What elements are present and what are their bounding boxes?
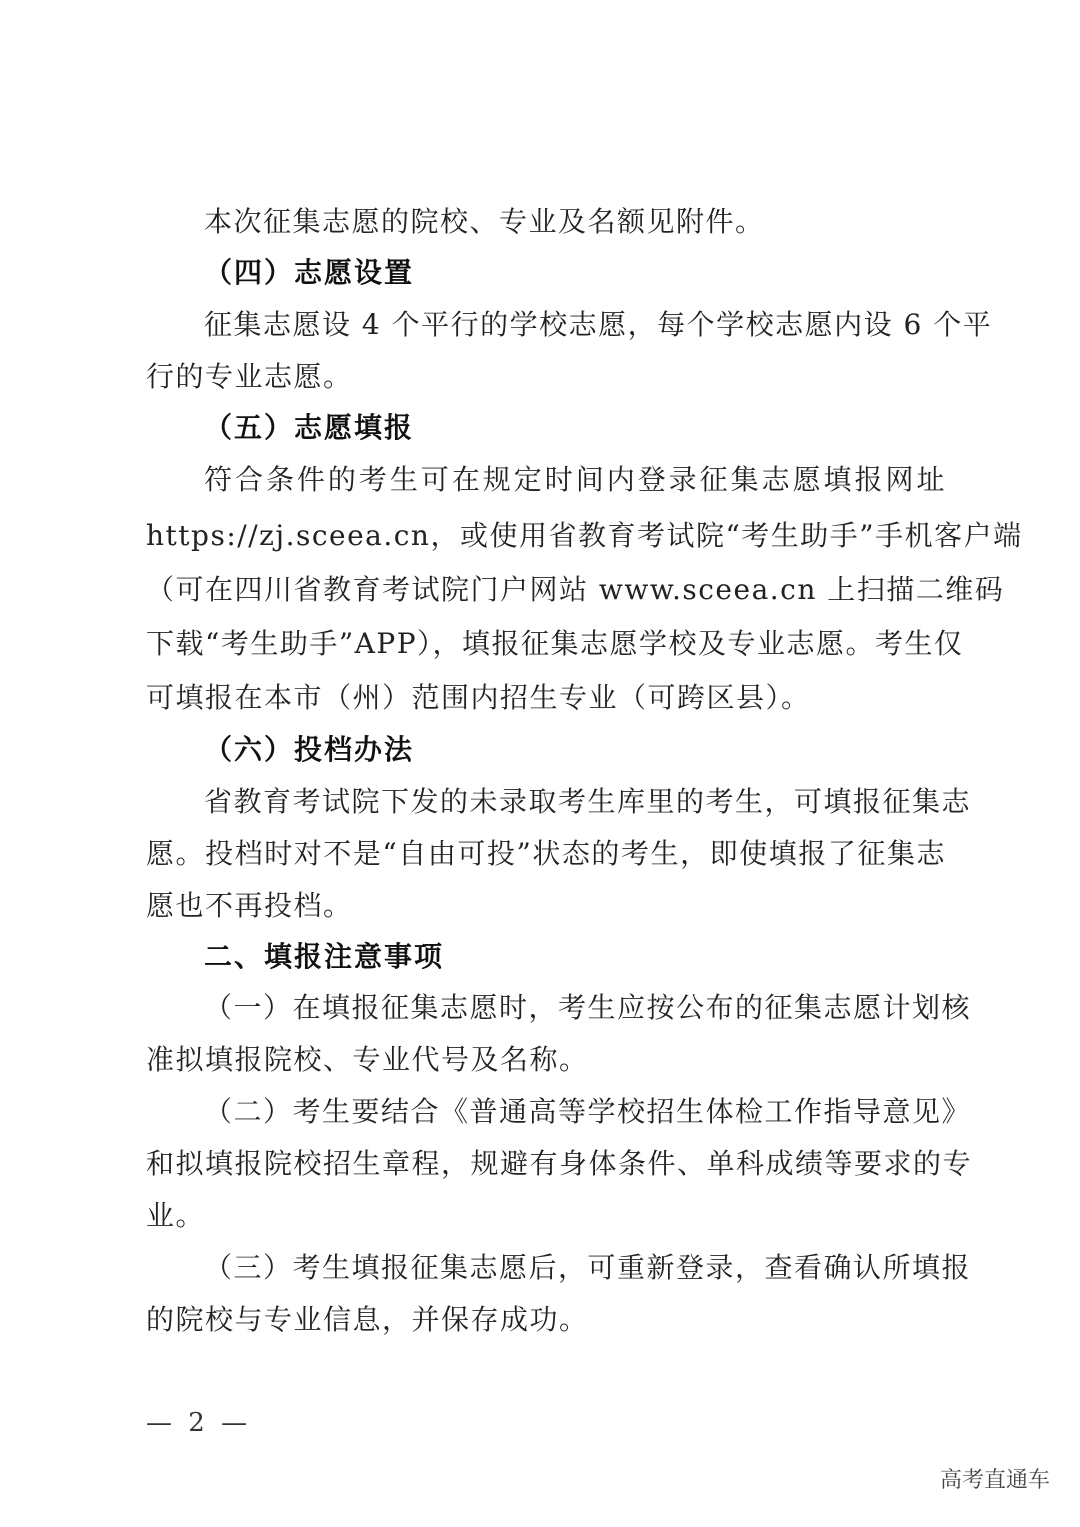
paragraph-line: 和拟填报院校招生章程，规避有身体条件、单科成绩等要求的专 [146,1147,973,1180]
paragraph-line: 愿。投档时对不是“自由可投”状态的考生，即使填报了征集志 [146,837,946,870]
paragraph-line: （一）在填报征集志愿时，考生应按公布的征集志愿计划核 [204,991,972,1024]
section-heading: （四）志愿设置 [204,256,415,289]
section-heading: 二、填报注意事项 [204,940,445,973]
paragraph-line: 本次征集志愿的院校、专业及名额见附件。 [204,205,765,238]
section-heading: （六）投档办法 [204,733,415,766]
page-number: — 2 — [146,1408,252,1438]
watermark-label: 高考直通车 [939,1468,1050,1493]
paragraph-line: 准拟填报院校、专业代号及名称。 [146,1043,589,1076]
paragraph-line: 省教育考试院下发的未录取考生库里的考生，可填报征集志 [204,785,972,818]
paragraph-line: 行的专业志愿。 [146,360,353,393]
paragraph-line: （三）考生填报征集志愿后，可重新登录，查看确认所填报 [204,1251,972,1284]
paragraph-line: 的院校与专业信息，并保存成功。 [146,1303,589,1336]
section-heading: （五）志愿填报 [204,411,415,444]
paragraph-line: 符合条件的考生可在规定时间内登录征集志愿填报网址 [204,463,946,496]
paragraph-line: 愿也不再投档。 [146,889,353,922]
paragraph-line: 征集志愿设 4 个平行的学校志愿，每个学校志愿内设 6 个平 [204,308,993,341]
paragraph-line: https://zj.sceea.cn，或使用省教育考试院“考生助手”手机客户端 [146,519,1023,552]
paragraph-line: 业。 [146,1199,206,1232]
paragraph-line: 可填报在本市（州）范围内招生专业（可跨区县）。 [146,681,811,714]
paragraph-line: （可在四川省教育考试院门户网站 www.sceea.cn 上扫描二维码 [146,573,1005,606]
paragraph-line: （二）考生要结合《普通高等学校招生体检工作指导意见》 [204,1095,972,1128]
paragraph-line: 下载“考生助手”APP），填报征集志愿学校及专业志愿。考生仅 [146,627,964,660]
